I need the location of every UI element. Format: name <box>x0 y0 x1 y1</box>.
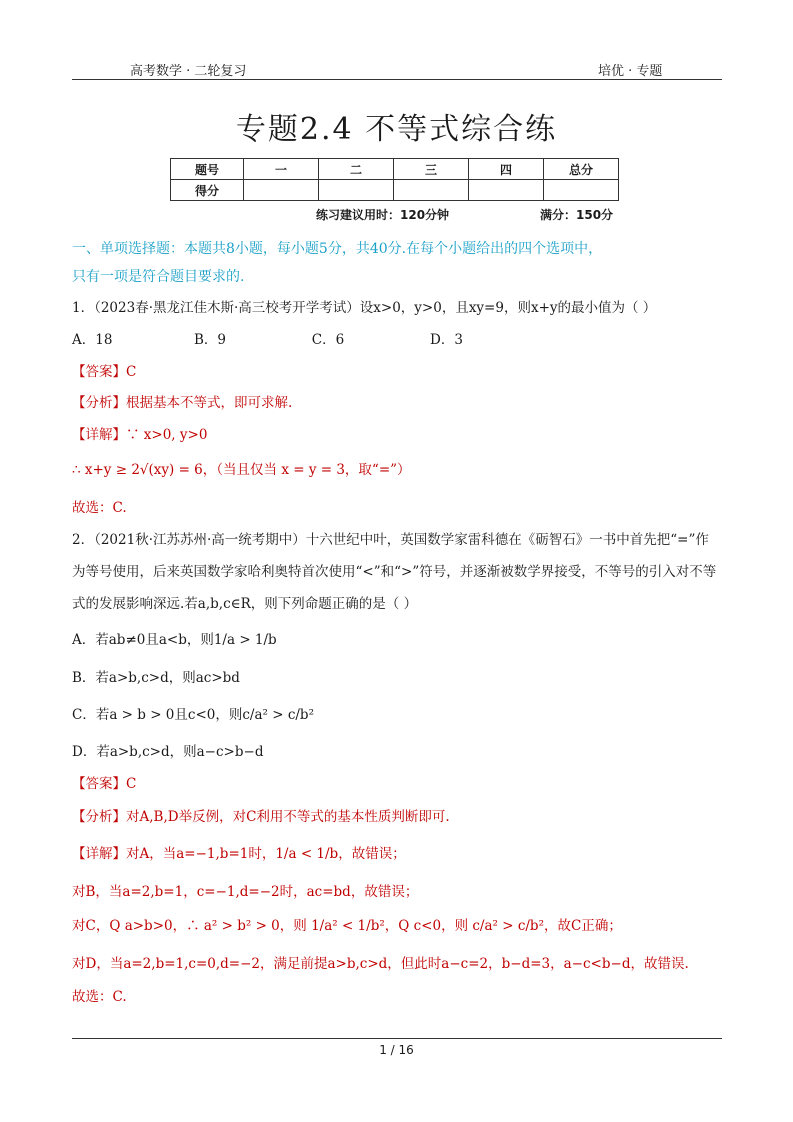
table-cell <box>319 180 394 201</box>
table-cell: 题号 <box>171 159 244 180</box>
table-cell: 三 <box>394 159 469 180</box>
answer-tag: 【答案】 <box>72 364 126 380</box>
table-cell <box>544 180 619 201</box>
q1-stem: 1．（2023春·黑龙江佳木斯·高三校考开学考试）设x>0，y>0，且xy=9，则x+y的最小值为（ ） <box>72 300 657 316</box>
table-cell <box>244 180 319 201</box>
table-row <box>171 180 619 201</box>
q1-detail <box>72 423 207 443</box>
full-marks: 满分：150分 <box>540 208 614 222</box>
analysis-tag: 【分析】 <box>72 395 126 411</box>
time-note: 练习建议用时：120分钟 <box>316 208 450 222</box>
footer-rule <box>72 1038 722 1039</box>
q2-option-d: D．若a>b,c>d，则a−c>b−d <box>72 744 264 760</box>
q2-option-a: A．若ab≠0且a<b，则1/a > 1/b <box>72 632 277 648</box>
table-cell <box>469 180 544 201</box>
analysis-text: 对A,B,D举反例，对C利用不等式的基本性质判断即可. <box>126 809 450 825</box>
header-rule <box>72 79 722 80</box>
analysis-tag: 【分析】 <box>72 809 126 825</box>
q2-stem-3: 式的发展影响深远.若a,b,c∈R，则下列命题正确的是（ ） <box>72 596 418 612</box>
q2-detail-d: 对D，当a=2,b=1,c=0,d=−2，满足前提a>b,c>d，但此时a−c=2，b−d=3，a−c<b−d，故错误. <box>72 956 689 972</box>
detail-tag: 【详解】 <box>72 846 126 862</box>
detail-text: ∵ x>0, y>0 <box>126 427 208 443</box>
answer-value: C <box>126 364 137 380</box>
table-cell: 二 <box>319 159 394 180</box>
table-cell: 总分 <box>544 159 619 180</box>
q2-detail-c: 对C，Q a>b>0，∴ a² > b² > 0，则 1/a² < 1/b²，Q c<0，则 c/a² > c/b²，故C正确； <box>72 918 622 934</box>
page-title: 专题2.4 不等式综合练 <box>235 112 558 147</box>
header-left: 高考数学 · 二轮复习 <box>130 64 247 79</box>
q2-option-b: B．若a>b,c>d，则ac>bd <box>72 670 240 686</box>
q2-answer <box>72 772 136 792</box>
q1-detail-2: ∴ x+y ≥ 2√(xy) = 6，（当且仅当 x = y = 3，取“=”） <box>72 462 411 478</box>
q1-analysis <box>72 391 292 411</box>
q2-analysis <box>72 805 450 825</box>
answer-value: C <box>126 776 137 792</box>
header-right: 培优 · 专题 <box>598 64 663 79</box>
detail-text: 对A，当a=−1,b=1时，1/a < 1/b，故错误； <box>126 846 406 862</box>
q2-option-c: C．若a > b > 0且c<0，则c/a² > c/b² <box>72 707 314 723</box>
q1-answer <box>72 360 136 380</box>
q1-choose: 故选：C. <box>72 500 127 516</box>
answer-tag: 【答案】 <box>72 776 126 792</box>
table-row <box>171 159 619 180</box>
analysis-text: 根据基本不等式，即可求解. <box>126 395 293 411</box>
table-cell: 得分 <box>171 180 244 201</box>
section-heading: 一、单项选择题：本题共8小题，每小题5分，共40分.在每个小题给出的四个选项中， <box>72 241 603 257</box>
detail-tag: 【详解】 <box>72 427 126 443</box>
section-heading-cont: 只有一项是符合题目要求的. <box>72 269 245 285</box>
q1-options: A．18 B．9 C．6 D．3 <box>72 332 463 348</box>
q2-stem-2: 为等号使用，后来英国数学家哈利奥特首次使用“<”和“>”符号，并逐渐被数学界接受，不等号的引入对不等 <box>72 564 717 580</box>
q2-choose: 故选：C. <box>72 989 127 1005</box>
q2-detail-a <box>72 842 406 862</box>
score-table <box>170 158 619 201</box>
q2-detail-b: 对B，当a=2,b=1，c=−1,d=−2时，ac=bd，故错误； <box>72 884 419 900</box>
table-cell <box>394 180 469 201</box>
table-cell: 一 <box>244 159 319 180</box>
table-cell: 四 <box>469 159 544 180</box>
q2-stem-1: 2．（2021秋·江苏苏州·高一统考期中）十六世纪中叶，英国数学家雷科德在《砺智石》一书中首先把“=”作 <box>72 532 709 548</box>
page-number: 1 / 16 <box>379 1043 414 1057</box>
